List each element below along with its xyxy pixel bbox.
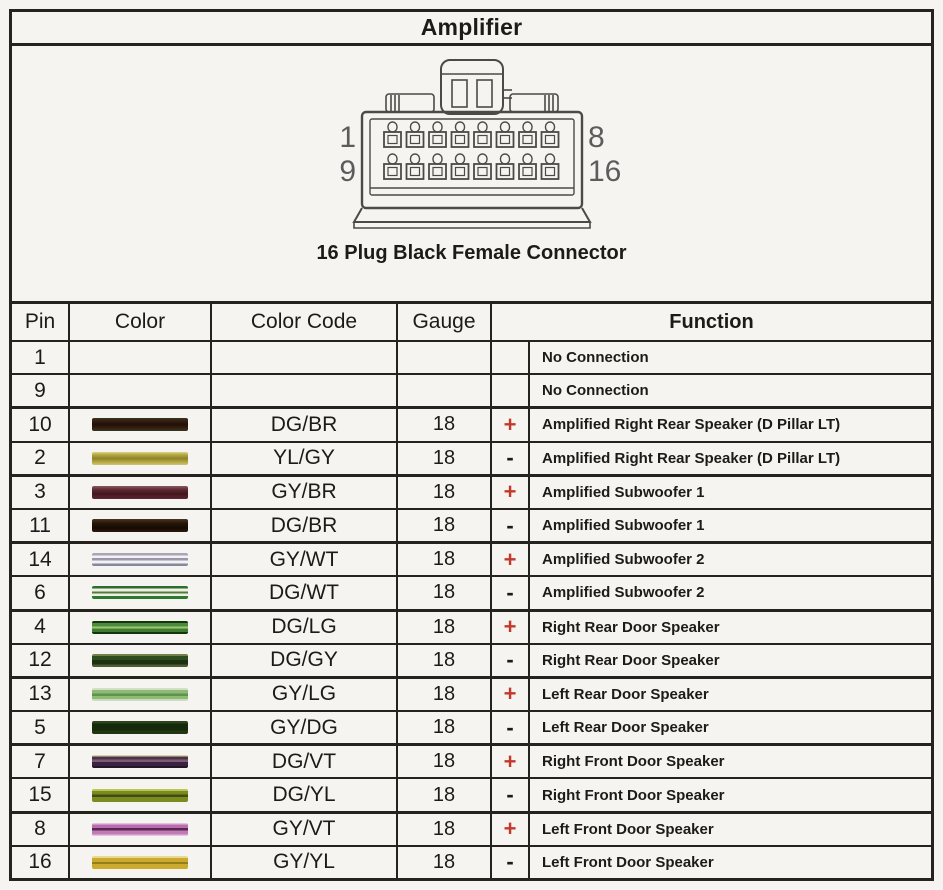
header-function: Function [669, 310, 754, 333]
connector-pin-label-16: 16 [587, 155, 621, 188]
wire-color-cell [70, 645, 212, 676]
function-label: Left Rear Door Speaker [542, 719, 709, 737]
table-row [12, 712, 931, 746]
function-label: Right Rear Door Speaker [542, 651, 720, 669]
wire-color-cell [70, 612, 212, 643]
connector-diagram-icon [322, 54, 622, 240]
table-row [12, 544, 931, 577]
pin-number: 4 [12, 612, 70, 643]
pin-number: 5 [12, 712, 70, 743]
pin-number: 8 [12, 814, 70, 845]
table-row [12, 577, 931, 611]
connector-pin-label-8: 8 [587, 121, 605, 154]
header-color: Color [70, 304, 212, 340]
color-code: GY/WT [212, 544, 398, 575]
connector-section [12, 46, 931, 304]
function-label: Amplified Subwoofer 1 [542, 483, 705, 501]
gauge: 18 [398, 645, 492, 676]
wire-color-cell [70, 544, 212, 575]
gauge [398, 375, 492, 406]
wire-color-swatch [92, 621, 188, 634]
function-label: Amplified Subwoofer 2 [542, 584, 705, 602]
polarity: - [492, 443, 530, 474]
table-header-row [12, 304, 931, 342]
gauge: 18 [398, 544, 492, 575]
color-code: YL/GY [212, 443, 398, 474]
function-label: Amplified Subwoofer 1 [542, 517, 705, 535]
function-label: Left Front Door Speaker [542, 820, 714, 838]
polarity [492, 342, 530, 373]
gauge: 18 [398, 612, 492, 643]
gauge: 18 [398, 477, 492, 508]
wire-color-swatch [92, 553, 188, 566]
wire-color-cell [70, 342, 212, 373]
table-row [12, 409, 931, 442]
function-label: Left Rear Door Speaker [542, 685, 709, 703]
gauge: 18 [398, 712, 492, 743]
wire-color-cell [70, 375, 212, 406]
color-code: DG/WT [212, 577, 398, 608]
color-code: GY/DG [212, 712, 398, 743]
page-title: Amplifier [12, 12, 931, 46]
gauge: 18 [398, 814, 492, 845]
gauge: 18 [398, 847, 492, 878]
pin-number: 10 [12, 409, 70, 440]
wire-color-cell [70, 443, 212, 474]
wire-color-swatch [92, 586, 188, 599]
color-code: GY/VT [212, 814, 398, 845]
polarity: + [492, 814, 530, 845]
gauge: 18 [398, 679, 492, 710]
polarity: + [492, 612, 530, 643]
gauge: 18 [398, 510, 492, 541]
color-code: GY/BR [212, 477, 398, 508]
polarity: - [492, 577, 530, 608]
wire-color-cell [70, 477, 212, 508]
wire-color-cell [70, 712, 212, 743]
color-code [212, 375, 398, 406]
pin-number: 15 [12, 779, 70, 810]
wire-color-cell [70, 779, 212, 810]
connector-caption: 16 Plug Black Female Connector [316, 242, 627, 264]
function-label: Amplified Right Rear Speaker (D Pillar LT) [542, 416, 841, 434]
wire-color-cell [70, 577, 212, 608]
wire-color-cell [70, 409, 212, 440]
function-label: Right Front Door Speaker [542, 786, 725, 804]
connector-pin-label-1: 1 [338, 121, 356, 154]
color-code: DG/BR [212, 510, 398, 541]
polarity: + [492, 746, 530, 777]
header-color-code: Color Code [212, 304, 398, 340]
table-row [12, 375, 931, 409]
table-row [12, 645, 931, 679]
function-label: Left Front Door Speaker [542, 853, 714, 871]
wire-color-swatch [92, 418, 188, 431]
gauge: 18 [398, 746, 492, 777]
pin-number: 9 [12, 375, 70, 406]
table-row [12, 342, 931, 375]
function-label: No Connection [542, 382, 649, 400]
table-row [12, 510, 931, 544]
wire-color-cell [70, 510, 212, 541]
wire-color-swatch [92, 486, 188, 499]
pin-number: 2 [12, 443, 70, 474]
polarity: - [492, 847, 530, 878]
table-row [12, 814, 931, 847]
function-label: Right Rear Door Speaker [542, 618, 720, 636]
function-label: Right Front Door Speaker [542, 753, 725, 771]
pin-number: 13 [12, 679, 70, 710]
color-code: DG/YL [212, 779, 398, 810]
pin-number: 14 [12, 544, 70, 575]
pin-number: 12 [12, 645, 70, 676]
pin-number: 1 [12, 342, 70, 373]
wire-color-swatch [92, 823, 188, 836]
polarity: - [492, 779, 530, 810]
color-code [212, 342, 398, 373]
pin-number: 7 [12, 746, 70, 777]
function-label: Amplified Subwoofer 2 [542, 551, 705, 569]
wire-color-swatch [92, 856, 188, 869]
pin-number: 16 [12, 847, 70, 878]
color-code: GY/YL [212, 847, 398, 878]
gauge: 18 [398, 443, 492, 474]
table-row [12, 779, 931, 813]
polarity: + [492, 409, 530, 440]
color-code: DG/GY [212, 645, 398, 676]
table-row [12, 847, 931, 878]
wire-color-cell [70, 814, 212, 845]
color-code: DG/LG [212, 612, 398, 643]
table-row [12, 612, 931, 645]
wiring-diagram-sheet [9, 9, 934, 881]
polarity: + [492, 544, 530, 575]
pin-number: 3 [12, 477, 70, 508]
polarity: - [492, 645, 530, 676]
wire-color-cell [70, 847, 212, 878]
polarity: + [492, 679, 530, 710]
color-code: GY/LG [212, 679, 398, 710]
color-code: DG/BR [212, 409, 398, 440]
pinout-table [12, 304, 931, 878]
wire-color-swatch [92, 452, 188, 465]
header-pin: Pin [12, 304, 70, 340]
connector-pin-label-9: 9 [338, 155, 356, 188]
table-row [12, 443, 931, 477]
wire-color-swatch [92, 688, 188, 701]
wire-color-cell [70, 746, 212, 777]
polarity: - [492, 712, 530, 743]
table-row [12, 477, 931, 510]
wire-color-swatch [92, 519, 188, 532]
wire-color-swatch [92, 789, 188, 802]
function-label: Amplified Right Rear Speaker (D Pillar LT) [542, 449, 841, 467]
wire-color-swatch [92, 755, 188, 768]
wire-color-cell [70, 679, 212, 710]
pin-number: 11 [12, 510, 70, 541]
wire-color-swatch [92, 721, 188, 734]
gauge: 18 [398, 409, 492, 440]
pin-number: 6 [12, 577, 70, 608]
gauge [398, 342, 492, 373]
polarity: + [492, 477, 530, 508]
table-row [12, 746, 931, 779]
polarity: - [492, 510, 530, 541]
gauge: 18 [398, 779, 492, 810]
function-label: No Connection [542, 349, 649, 367]
gauge: 18 [398, 577, 492, 608]
wire-color-swatch [92, 654, 188, 667]
table-row [12, 679, 931, 712]
polarity [492, 375, 530, 406]
color-code: DG/VT [212, 746, 398, 777]
header-gauge: Gauge [398, 304, 492, 340]
